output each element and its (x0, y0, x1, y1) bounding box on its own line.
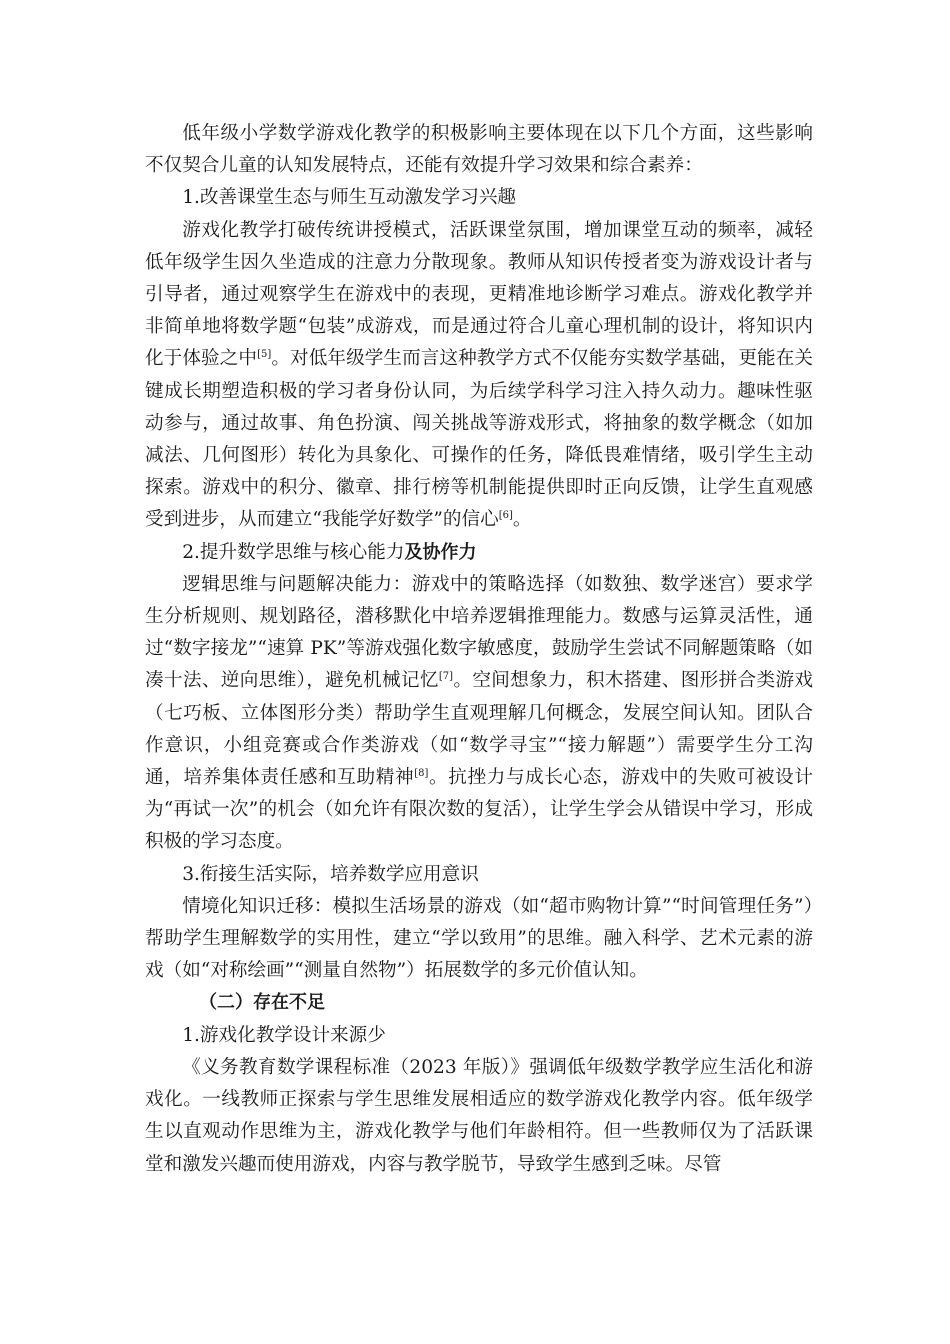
paragraph-2 (145, 569, 813, 859)
subheading-2-part-b: 及协作力 (404, 541, 477, 563)
document-body (145, 118, 813, 1181)
paragraph-2-part-c: 。抗挫力与成长心态，游戏中的失败可被设计为“再试一次”的机会（如允许有限次数的复活），让学生学会从错误中学习，形成积极的学习态度。 (145, 767, 813, 853)
citation-8: [8] (414, 768, 429, 780)
subheading-3: 3.衔接生活实际，培养数学应用意识 (182, 863, 479, 885)
intro-paragraph: 低年级小学数学游戏化教学的积极影响主要体现在以下几个方面，这些影响不仅契合儿童的认知发展特点，还能有效提升学习效果和综合素养： (145, 123, 813, 177)
paragraph-1-part-a: 游戏化教学打破传统讲授模式，活跃课堂氛围，增加课堂互动的频率，减轻低年级学生因久坐造成的注意力分散现象。教师从知识传授者变为游戏设计者与引导者，通过观察学生在游戏中的表现，更精准地诊断学习难点。游戏化教学并非简单地将数学题“包装”成游戏，而是通过符合儿童心理机制的设计，将知识内化于体验之中 (145, 219, 813, 370)
paragraph-3: 情境化知识迁移：模拟生活场景的游戏（如“超市购物计算”“时间管理任务”）帮助学生理解数学的实用性，建立“学以致用”的思维。融入科学、艺术元素的游戏（如“对称绘画”“测量自然物”）拓展数学的多元价值认知。 (145, 895, 813, 982)
subheading-4: 1.游戏化教学设计来源少 (182, 1024, 386, 1046)
paragraph-2-part-a: 逻辑思维与问题解决能力：游戏中的策略选择（如数独、数学迷宫）要求学生分析规则、规划路径，潜移默化中培养逻辑推理能力。数感与运算灵活性，通过“数字接龙”“速算 PK”等游戏强化数字敏感度，鼓励学生尝试不同解题策略（如凑十法、逆向思维），避免机械记忆 (145, 573, 813, 692)
subheading-1: 1.改善课堂生态与师生互动激发学习兴趣 (182, 187, 517, 209)
paragraph-2-part-b: 。空间想象力，积木搭建、图形拼合类游戏（七巧板、立体图形分类）帮助学生直观理解几何概念，发展空间认知。团队合作意识，小组竞赛或合作类游戏（如“数学寻宝”“接力解题”）需要学生分工沟通，培养集体责任感和互助精神 (145, 670, 813, 789)
paragraph-1-part-b: 。对低年级学生而言这种教学方式不仅能夯实数学基础，更能在关键成长期塑造积极的学习者身份认同，为后续学科学习注入持久动力。趣味性驱动参与，通过故事、角色扮演、闯关挑战等游戏形式，将抽象的数学概念（如加减法、几何图形）转化为具象化、可操作的任务，降低畏难情绪，吸引学生主动探索。游戏中的积分、徽章、排行榜等机制能提供即时正向反馈，让学生直观感受到进步，从而建立“我能学好数学”的信心 (145, 348, 813, 531)
citation-7: [7] (438, 671, 454, 683)
subheading-2-part-a: 2.提升数学思维与核心能力 (182, 541, 405, 563)
paragraph-4: 《义务教育数学课程标准（2023 年版）》强调低年级数学教学应生活化和游戏化。一线教师正探索与学生思维发展相适应的数学游戏化教学内容。低年级学生以直观动作思维为主，游戏化教学与他们年龄相符。但一些教师仅为了活跃课堂和激发兴趣而使用游戏，内容与教学脱节，导致学生感到乏味。尽管 (145, 1056, 813, 1175)
subheading-2 (145, 537, 813, 569)
paragraph-1-part-c: 。 (512, 509, 532, 531)
paragraph-1 (145, 215, 813, 537)
section-heading-deficiencies: （二）存在不足 (199, 992, 325, 1014)
citation-5: [5] (257, 349, 272, 361)
citation-6: [6] (498, 510, 513, 522)
